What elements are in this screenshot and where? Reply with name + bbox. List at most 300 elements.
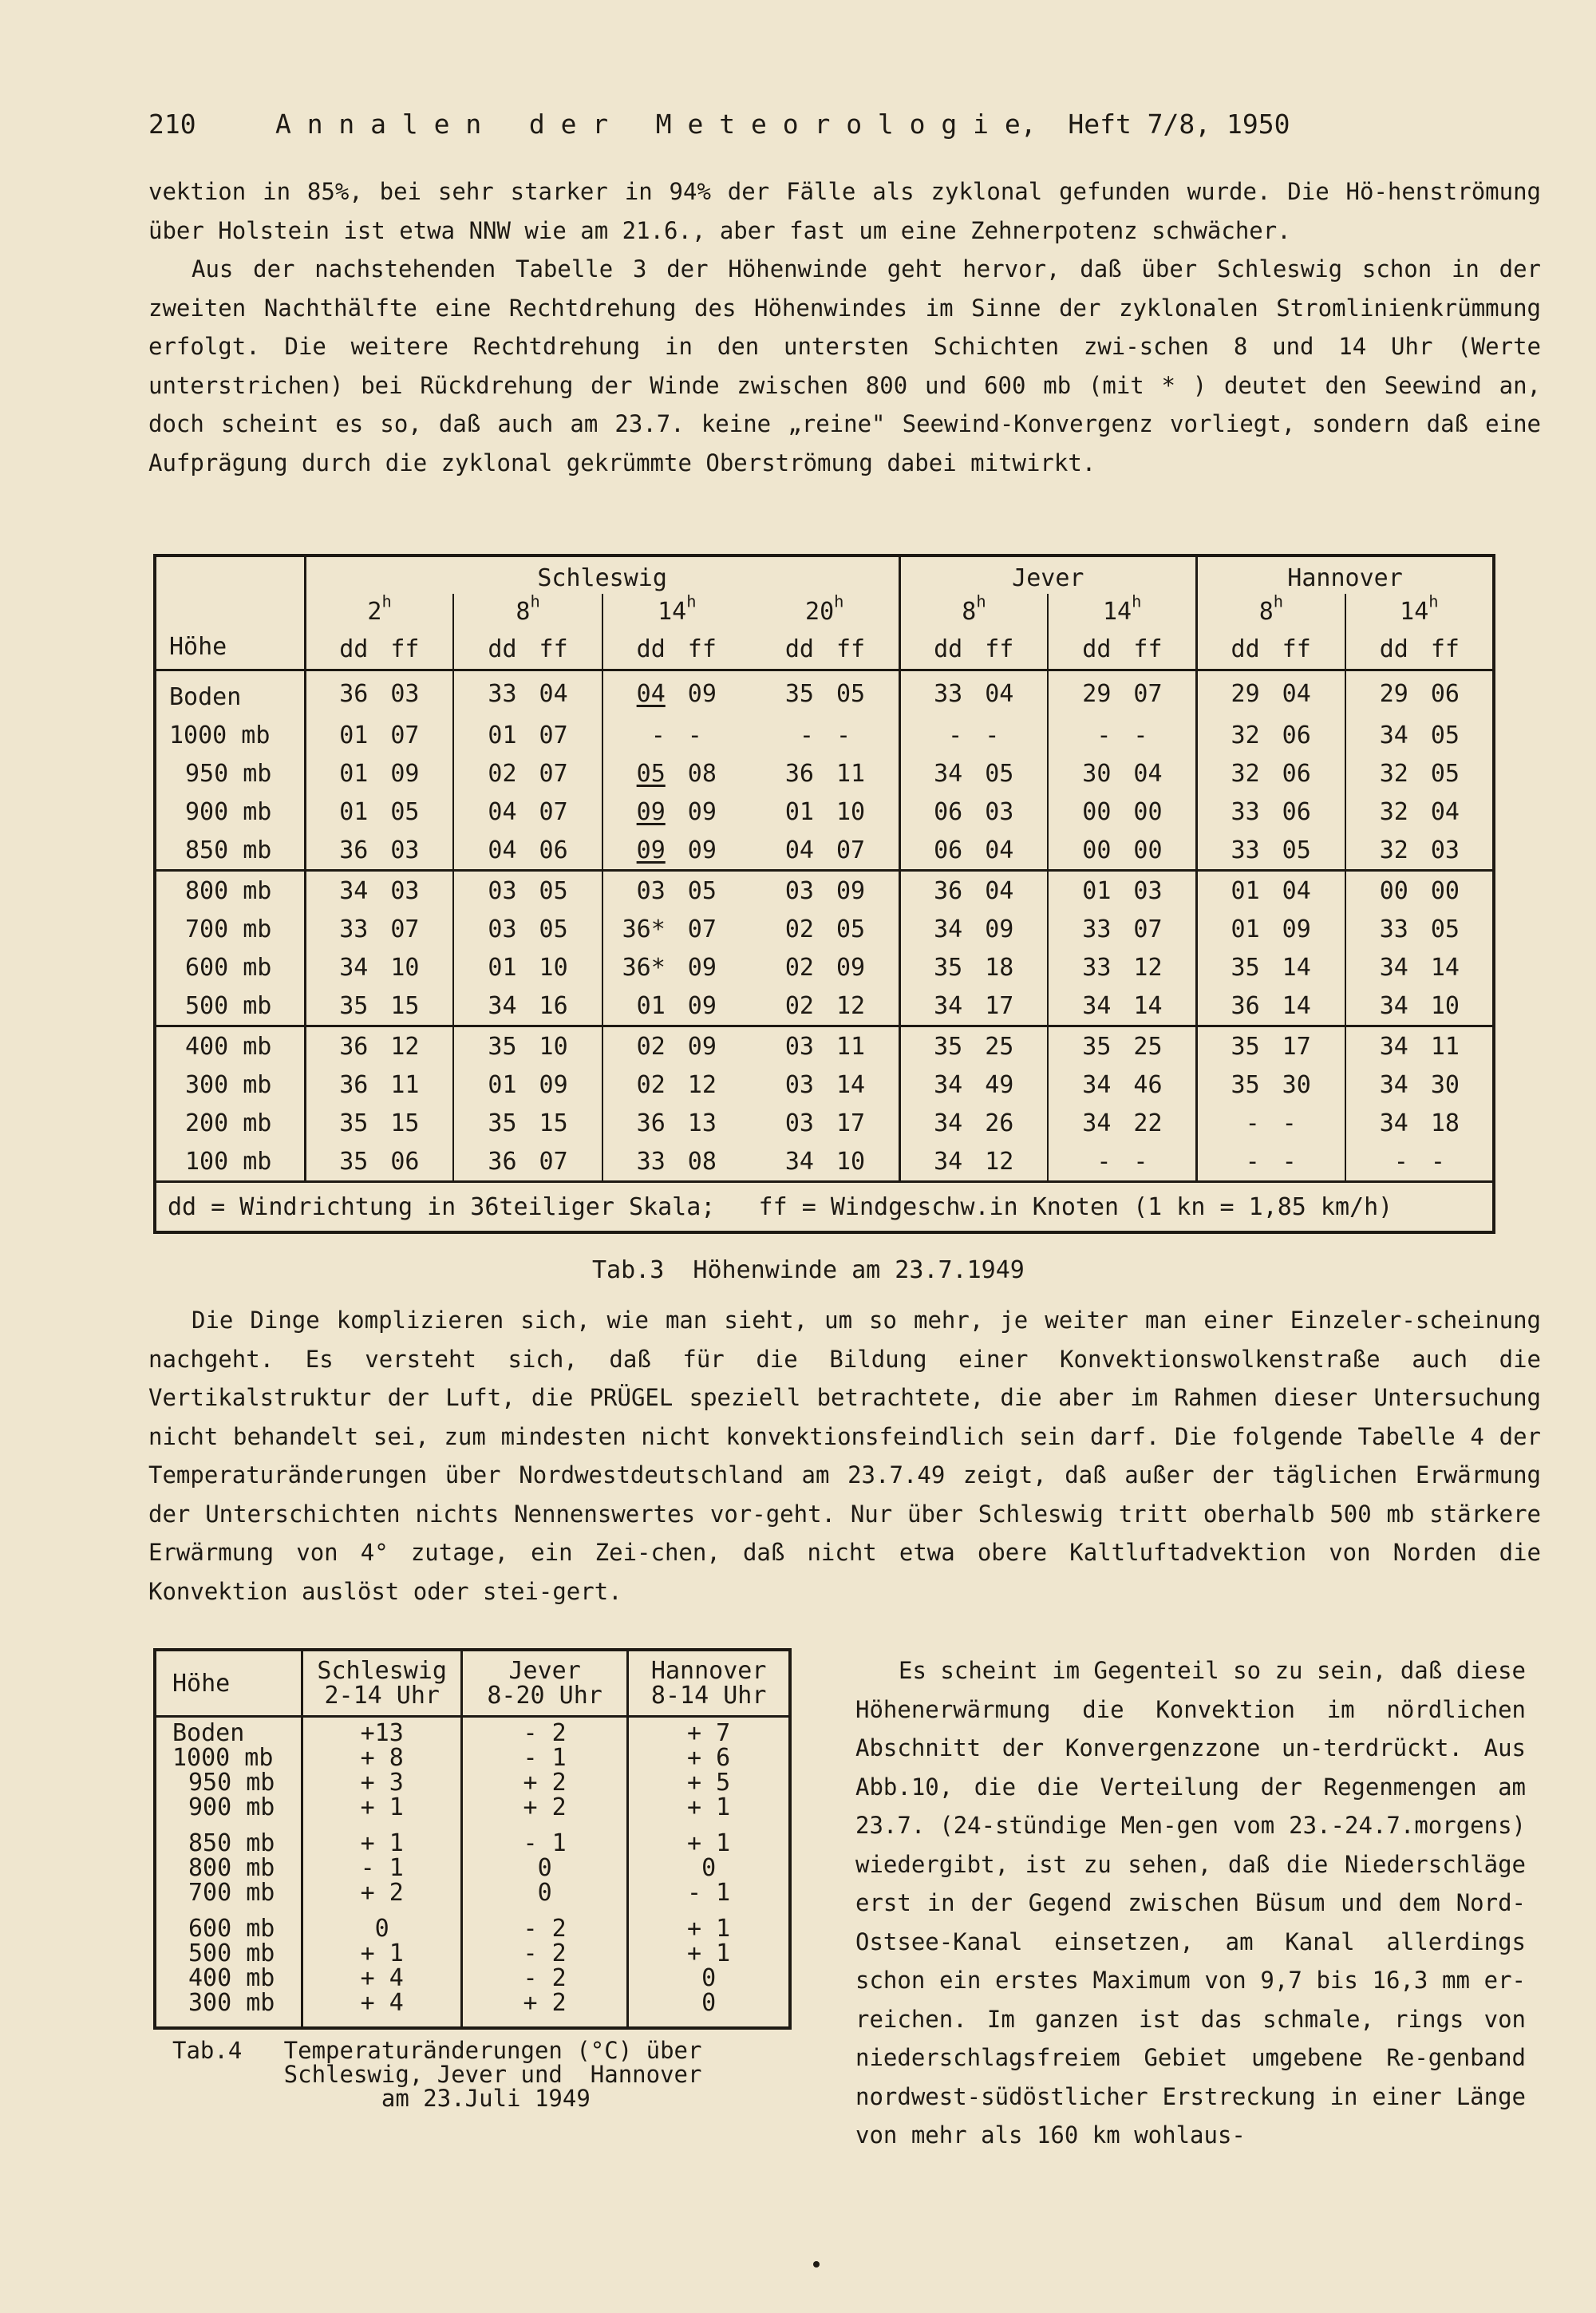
ff-cell: 11 [825,1026,899,1066]
dd-value: 02 [784,915,814,943]
table-4-level: 400 mb [188,1964,275,1992]
ff-cell: 00 [1122,831,1196,871]
ff-cell: 00 [1122,793,1196,831]
dd-value: 32 [1379,836,1408,864]
intro-text [148,172,1541,482]
table-4-hoehe-header: Höhe [155,1650,302,1717]
table-row [155,1831,790,1856]
table-row [155,1941,790,1966]
dd-cell [453,754,527,793]
dd-value: 06 [934,836,963,864]
dd-cell [1048,1104,1122,1142]
dd-cell [453,831,527,871]
dd-cell [1197,1104,1271,1142]
dd-cell [305,871,379,911]
table-3-station-jever: Jever [899,556,1196,594]
table-3-level: 200 mb [155,1104,305,1142]
ff-cell: 04 [1271,871,1345,911]
station-timespan: 2-14 Uhr [324,1682,440,1710]
time-suffix: h [834,591,844,611]
ff-cell: 07 [390,721,420,749]
ff-cell: 04 [985,679,1014,708]
dd-value: 01 [339,721,369,749]
table-3-hoehe-header-cell [155,556,305,670]
table-4-value: + 1 [628,1795,790,1820]
ff-cell: 09 [687,679,717,708]
dd-value: 34 [934,1147,963,1176]
ff-cell: 11 [1420,1026,1494,1066]
table-4-station-header [461,1650,627,1717]
table-4-value: + 5 [628,1770,790,1795]
table-3-station-schleswig: Schleswig [305,556,899,594]
dd-value: 34 [1379,1032,1408,1061]
journal-title: A n n a l e n d e r M e t e o r o l o g i e, Heft 7/8, 1950 [275,109,1290,140]
dd-value: 03 [488,915,517,943]
dd-value: - [1245,1109,1260,1137]
table-3-footnote: dd = Windrichtung in 36teiliger Skala; ff = Windgeschw.in Knoten (1 kn = 1,85 km/h) [155,1182,1494,1233]
table-4-value: +13 [302,1717,462,1746]
ff-cell: 09 [390,759,420,788]
table-3-level: 400 mb [155,1026,305,1066]
dd-label: dd [1197,629,1271,670]
ff-cell: - [1282,1147,1297,1176]
table-4-station-header [302,1650,462,1717]
dd-value: 34 [934,1070,963,1099]
dd-cell [602,986,677,1026]
table-4-value: + 2 [302,1880,462,1905]
paragraph-1: vektion in 85%, bei sehr starker in 94% der Fälle als zyklonal gefunden wurde. Die Hö-henströmung über Holstein ist etwa NNW wie am 21.6., aber fast um eine Zehnerpotenz schwächer. [148,178,1541,244]
table-4-value: + 2 [461,1991,627,2015]
side-column-text [855,1651,1526,2155]
table-4-value: + 3 [302,1770,462,1795]
dd-cell [453,1142,527,1182]
dd-cell [602,754,677,793]
dd-cell [1048,670,1122,717]
dd-value: 36 [339,1070,369,1099]
ff-cell: 09 [825,871,899,911]
time-suffix: h [1428,591,1439,611]
dd-cell [305,910,379,948]
table-4-level: 850 mb [188,1829,275,1857]
dd-cell [602,871,677,911]
dd-cell [453,1104,527,1142]
dd-cell [1048,910,1122,948]
dd-value: 34 [1379,991,1408,1020]
ff-cell: 17 [1271,1026,1345,1066]
ff-cell: 46 [1122,1066,1196,1104]
table-3-time-header [453,591,602,629]
dd-value: 32 [1231,759,1260,788]
ff-cell: 10 [539,953,568,982]
table-row [155,1066,1494,1104]
dd-value: 35 [1231,1032,1260,1061]
dd-value: 34 [934,759,963,788]
dd-cell [1048,1142,1122,1182]
ff-cell: 15 [390,1109,420,1137]
ff-cell: 06 [1430,679,1460,708]
table-4-value: + 8 [302,1746,462,1770]
table-4-station-header [628,1650,790,1717]
ff-cell: 05 [390,797,420,826]
dd-cell [602,1026,677,1066]
ff-cell: 05 [985,759,1014,788]
ff-cell: 12 [825,986,899,1026]
ff-cell: 08 [687,1147,717,1176]
dd-value: - [1096,1147,1112,1176]
ff-cell: 15 [539,1109,568,1137]
dd-value: 09 [636,836,666,864]
dd-value: - [948,721,963,749]
dd-cell [899,831,974,871]
table-4-value: + 7 [628,1717,790,1746]
station-name: Hannover [650,1657,767,1685]
dd-cell [1197,754,1271,793]
table-3-time-header [899,591,1048,629]
dd-cell [453,716,527,754]
ff-cell: 09 [687,797,717,826]
table-4-value: + 1 [628,1831,790,1856]
page-number: 210 [148,109,196,140]
dd-value: 35 [1082,1032,1112,1061]
dd-cell [751,1104,825,1142]
dd-value: 09 [636,797,666,826]
table-4-value: + 6 [628,1746,790,1770]
dd-value: 03 [784,1070,814,1099]
dd-value: 03 [784,1032,814,1061]
ff-cell: - [1282,1109,1297,1137]
ff-cell: 12 [687,1070,717,1099]
dd-cell [1197,986,1271,1026]
table-4-value: + 1 [628,1916,790,1941]
paragraph-4: Es scheint im Gegenteil so zu sein, daß diese Höhenerwärmung die Konvektion im nördlichen Abschnitt der Konvergenzzone un-terdrückt. Aus Abb.10, die die Verteilung der Regenmengen am 23.7. (24-stündige Men-gen vom 23.-24.7.morgens) wiedergibt, ist zu sehen, daß die Niederschläge erst in der Gegend zwischen Büsum und dem Nord-Ostsee-Kanal einsetzen, am Kanal allerdings schon ein erstes Maximum von 9,7 bis 16,3 mm er-reichen. Im ganzen ist das schmale, rings von niederschlagsfreiem Gebiet umgebene Re-genband nordwest-südöstlicher Erstreckung in einer Länge von mehr als 160 km wohlaus- [855,1657,1526,2149]
dd-cell [1345,793,1420,831]
ff-cell: 04 [1430,797,1460,826]
dd-value: 33 [1082,953,1112,982]
ff-cell: 08 [687,759,717,788]
table-row [155,1717,790,1746]
dd-value: 33 [1082,915,1112,943]
dd-value: 34 [784,1147,814,1176]
ff-cell: 05 [825,910,899,948]
dd-cell [1345,986,1420,1026]
table-3-hoehenwinde [153,554,1495,1234]
station-timespan: 8-14 Uhr [650,1682,767,1710]
table-4-value: + 2 [461,1770,627,1795]
ff-cell: 10 [390,953,420,982]
dd-cell [899,670,974,717]
ff-cell: 03 [1430,836,1460,864]
dd-value: 35 [934,1032,963,1061]
dd-cell [1197,910,1271,948]
dd-cell [899,1104,974,1142]
dd-value: 06 [934,797,963,826]
ff-cell: 09 [687,991,717,1020]
dd-value: 36 [1231,991,1260,1020]
dd-value: - [1096,721,1112,749]
dd-cell [1345,1142,1420,1182]
table-3-time-header [1197,591,1345,629]
dd-cell [899,1026,974,1066]
table-3-time-header [305,591,453,629]
table-3-header-ddff [155,629,1494,670]
ff-label: ff [528,629,602,670]
dd-cell [899,1142,974,1182]
ff-cell: 06 [390,1147,420,1176]
ff-cell: 09 [539,1070,568,1099]
ff-cell: 25 [974,1026,1048,1066]
dd-value: 02 [636,1070,666,1099]
table-4-level: 700 mb [188,1879,275,1907]
dd-cell [751,1066,825,1104]
ff-cell: 09 [687,953,717,982]
ff-cell: 05 [1430,721,1460,749]
ff-cell: 30 [1430,1070,1460,1099]
dd-value: 33 [934,679,963,708]
ff-cell: 05 [1430,759,1460,788]
dd-value: 36 [488,1147,517,1176]
dd-label: dd [453,629,527,670]
dd-value: 36 [636,1109,666,1137]
dd-value: 34 [1379,953,1408,982]
ff-cell: 06 [539,836,568,864]
dd-cell [1048,871,1122,911]
ff-cell: 12 [379,1026,453,1066]
dd-cell [602,1142,677,1182]
ff-cell: 12 [1122,948,1196,986]
dd-cell [602,948,677,986]
ff-label: ff [1271,629,1345,670]
ff-cell: 14 [1282,991,1311,1020]
table-row [155,831,1494,871]
table-4-value: + 1 [302,1831,462,1856]
dd-cell [1048,948,1122,986]
ff-cell: 14 [1430,953,1460,982]
dd-cell [1197,1066,1271,1104]
table-row [155,1746,790,1770]
table-4-bottom-pad [155,2015,790,2028]
dd-value: 34 [1082,1070,1112,1099]
dd-cell [1048,986,1122,1026]
dd-value: - [1245,1147,1260,1176]
dd-cell [305,948,379,986]
table-4-level: 900 mb [188,1793,275,1821]
ff-cell: 22 [1122,1104,1196,1142]
ff-cell: 05 [528,871,602,911]
table-4-value: - 2 [461,1941,627,1966]
gap-cell [302,2015,462,2028]
dd-cell [1048,716,1122,754]
dd-cell [751,831,825,871]
running-header [148,109,1505,140]
table-3-level: 100 mb [155,1142,305,1182]
dd-value: 01 [488,721,517,749]
dd-cell [602,670,677,717]
table-3-footer-row [155,1182,1494,1233]
ff-cell: 13 [687,1109,717,1137]
dd-value: 02 [488,759,517,788]
dd-value: 33 [1231,797,1260,826]
time-value: 8 [962,597,977,626]
ff-label: ff [974,629,1048,670]
dd-cell [305,1104,379,1142]
dd-cell [1197,948,1271,986]
ff-cell: 11 [825,754,899,793]
time-suffix: h [976,591,986,611]
dd-value: 03 [784,1109,814,1137]
dd-value: 33 [488,679,517,708]
table-row [155,1795,790,1820]
table-4-value: - 2 [461,1717,627,1746]
table-row [155,1026,1494,1066]
table-4-value: 0 [628,1966,790,1991]
table-4-value: + 4 [302,1966,462,1991]
dd-value: 34 [934,1109,963,1137]
dd-value: 01 [339,797,369,826]
dd-value: - [1393,1147,1408,1176]
dd-value: 36* [622,915,666,943]
table-3-level: 800 mb [155,871,305,911]
dd-cell [899,1066,974,1104]
table-3-time-header [602,591,751,629]
ff-cell: 09 [1282,915,1311,943]
dd-value: 34 [339,876,369,905]
ff-cell: - [1122,1142,1196,1182]
dd-cell [1345,1026,1420,1066]
table-4-level: 800 mb [188,1854,275,1882]
dd-cell [751,910,825,948]
ff-cell: 17 [985,991,1014,1020]
table-row [155,754,1494,793]
dd-cell [602,910,677,948]
dd-value: 36* [622,953,666,982]
paragraph-3: Die Dinge komplizieren sich, wie man sieht, um so mehr, je weiter man einer Einzeler-scheinung nachgeht. Es versteht sich, daß für die Bildung einer Konvektionswolkenstraße auch die Vertikalstruktur der Luft, die PRÜGEL speziell betrachtete, die aber im Rahmen dieser Untersuchung nicht behandelt sei, zum mindesten nicht konvektionsfeindlich sein darf. Die folgende Tabelle 4 der Temperaturänderungen über Nordwestdeutschland am 23.7.49 zeigt, daß außer der täglichen Erwärmung der Unterschichten nichts Nennenswertes vor-geht. Nur über Schleswig tritt oberhalb 500 mb stärkere Erwärmung von 4° zutage, ein Zei-chen, daß nicht etwa obere Kaltluftadvektion von Norden die Konvektion auslöst oder stei-gert. [148,1307,1541,1605]
dd-value: 35 [784,679,814,708]
dd-cell [1345,831,1420,871]
hoehe-label: Höhe [169,633,227,661]
dd-value: 04 [636,679,666,708]
dd-value: 01 [1231,876,1260,905]
dd-cell [453,871,527,911]
gap-cell [628,2015,790,2028]
ff-cell: 15 [390,991,420,1020]
ff-cell: 05 [1282,836,1311,864]
dd-cell [453,986,527,1026]
table-4-value: - 1 [461,1831,627,1856]
table-4-level: 500 mb [188,1939,275,1967]
ff-cell: 07 [1122,670,1196,717]
ff-cell: 07 [539,797,568,826]
dd-value: 35 [1231,1070,1260,1099]
dd-cell [899,716,974,754]
ff-cell: 05 [825,670,899,717]
dd-value: 35 [488,1032,517,1061]
table-3-level: 500 mb [155,986,305,1026]
ff-cell: 07 [687,915,717,943]
dd-cell [305,754,379,793]
station-name: Schleswig [317,1657,447,1685]
ff-cell: 30 [1282,1070,1311,1099]
ff-cell: 18 [1430,1109,1460,1137]
ff-cell: 00 [1420,871,1494,911]
ff-cell: 03 [379,871,453,911]
table-3-level: 850 mb [155,831,305,871]
dd-cell [751,1026,825,1066]
ff-cell: 03 [390,836,420,864]
dd-value: 34 [934,915,963,943]
dd-cell [602,1104,677,1142]
time-suffix: h [686,591,697,611]
dd-cell [1345,1066,1420,1104]
dd-value: 02 [636,1032,666,1061]
ff-cell: 03 [390,679,420,708]
dd-value: 33 [1379,915,1408,943]
dd-cell [751,670,825,717]
dd-cell [751,986,825,1026]
ff-cell: 25 [1122,1026,1196,1066]
dd-cell [305,986,379,1026]
ff-cell: 07 [1122,910,1196,948]
table-row [155,793,1494,831]
table-4-level: 600 mb [188,1915,275,1943]
paragraph-2: Aus der nachstehenden Tabelle 3 der Höhenwinde geht hervor, daß über Schleswig schon in der zweiten Nachthälfte eine Rechtdrehung des Höhenwindes im Sinne der zyklonalen Stromlinienkrümmung erfolgt. Die weitere Rechtdrehung in den untersten Schichten zwi-schen 8 und 14 Uhr (Werte unterstrichen) bei Rückdrehung der Winde zwischen 800 und 600 mb (mit * ) deutet den Seewind an, doch scheint es so, daß auch am 23.7. keine „reine" Seewind-Konvergenz vorliegt, sondern daß eine Aufprägung durch die zyklonal gekrümmte Oberströmung dabei mitwirkt. [148,255,1541,476]
table-4-value: + 2 [461,1795,627,1820]
ff-label: ff [1122,629,1196,670]
dd-cell [1345,754,1420,793]
table-4-value: - 1 [302,1856,462,1880]
dd-value: 29 [1231,679,1260,708]
middle-text [148,1301,1541,1611]
table-3-level: 700 mb [155,910,305,948]
dd-value: 04 [488,797,517,826]
dd-cell [453,1066,527,1104]
ff-cell: 18 [985,953,1014,982]
dd-value: 01 [1082,876,1112,905]
ink-dot [813,2261,820,2268]
dd-value: 30 [1082,759,1112,788]
table-3-level: 300 mb [155,1066,305,1104]
dd-cell [453,670,527,717]
ff-cell: 05 [677,871,751,911]
ff-label: ff [1420,629,1494,670]
table-3-time-header [751,591,899,629]
dd-value: 36 [784,759,814,788]
dd-cell [602,793,677,831]
ff-cell: 04 [974,871,1048,911]
dd-cell [305,1026,379,1066]
dd-label: dd [1048,629,1122,670]
time-value: 8 [1258,597,1274,626]
dd-cell [751,871,825,911]
table-4-value: 0 [302,1916,462,1941]
dd-value: 35 [934,953,963,982]
dd-label: dd [602,629,677,670]
dd-value: 35 [339,1109,369,1137]
dd-value: 35 [339,1147,369,1176]
time-value: 14 [1400,597,1429,626]
table-4-value: - 2 [461,1966,627,1991]
table-3-header-stations [155,556,1494,594]
ff-cell: 14 [825,1066,899,1104]
dd-cell [751,948,825,986]
dd-cell [453,1026,527,1066]
table-4-value: - 2 [461,1916,627,1941]
dd-cell [602,1066,677,1104]
dd-value: 33 [1231,836,1260,864]
table-row [155,1880,790,1905]
dd-cell [305,1142,379,1182]
dd-value: - [650,721,666,749]
dd-cell [899,910,974,948]
